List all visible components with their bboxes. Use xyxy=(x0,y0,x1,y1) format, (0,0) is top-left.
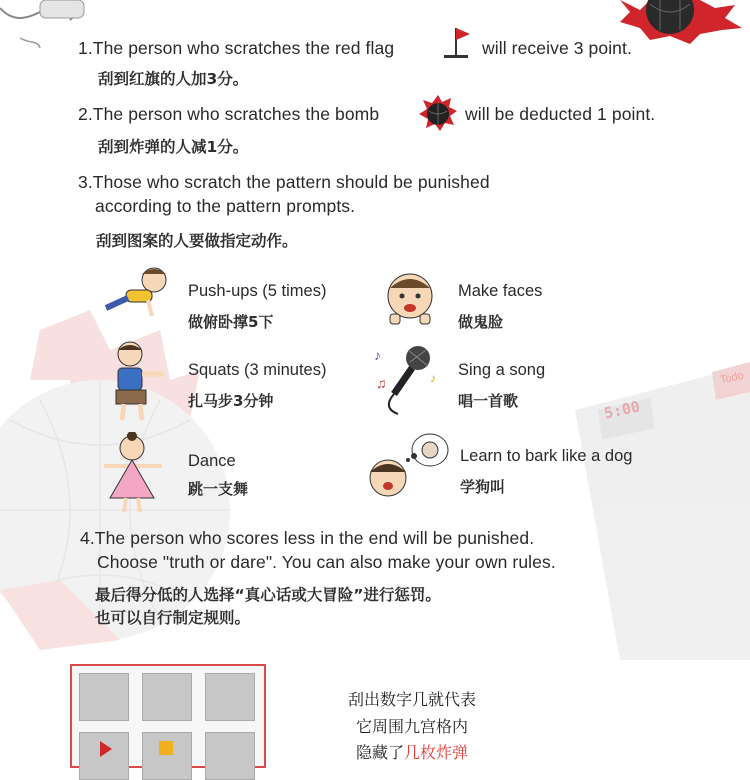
bottom-text-line-3b: 几枚炸弹 xyxy=(404,743,469,762)
rule-1-cn: 刮到红旗的人加3分。 xyxy=(98,70,249,88)
bottom-text-line-3a: 隐藏了 xyxy=(355,743,404,762)
bottom-text-line-3 xyxy=(302,740,522,763)
action-sing-en: Sing a song xyxy=(458,361,546,379)
squats-illustration xyxy=(108,340,168,424)
action-faces-en: Make faces xyxy=(458,282,543,300)
grid-tile xyxy=(79,732,129,780)
action-bark-en: Learn to bark like a dog xyxy=(460,447,633,465)
top-left-doodle xyxy=(0,0,84,48)
rule-4-text-1: 4.The person who scores less in the end will be punished. xyxy=(80,528,535,548)
bottom-text-line-1: 刮出数字几就代表 xyxy=(347,690,476,709)
rule-2-text-b: will be deducted 1 point. xyxy=(465,104,656,124)
bottom-text-line-2: 它周围九宫格内 xyxy=(355,717,468,736)
rule-4-cn-2: 也可以自行制定规则。 xyxy=(95,609,251,627)
dance-illustration xyxy=(96,432,170,516)
rule-1-text-b: will receive 3 point. xyxy=(482,38,632,58)
top-right-bomb-burst-icon xyxy=(620,0,742,44)
grid-tile xyxy=(79,673,129,721)
rule-2-cn: 刮到炸弹的人减1分。 xyxy=(98,138,249,156)
grid-tile xyxy=(142,732,192,780)
rule-3-text-2: according to the pattern prompts. xyxy=(95,196,356,216)
rule-3-cn: 刮到图案的人要做指定动作。 xyxy=(96,232,298,250)
rule-4-cn-1: 最后得分低的人选择“真心话或大冒险”进行惩罚。 xyxy=(95,586,441,604)
number-tile-icon xyxy=(143,733,191,763)
action-squats-en: Squats (3 minutes) xyxy=(188,361,327,379)
board-label-text: Todo xyxy=(719,369,745,387)
red-flag-icon xyxy=(440,22,472,60)
grid-tile xyxy=(205,732,255,780)
rule-4-text-2: Choose "truth or dare". You can also make your own rules. xyxy=(97,552,556,572)
action-pushups-en: Push-ups (5 times) xyxy=(188,282,327,300)
rule-1-text-a: 1.The person who scratches the red flag xyxy=(78,38,395,58)
rule-3-text-1: 3.Those who scratch the pattern should be punished xyxy=(78,172,490,192)
svg-text:♪: ♪ xyxy=(430,371,436,385)
sing-a-song-illustration xyxy=(372,342,444,418)
action-bark-cn: 学狗叫 xyxy=(460,478,506,496)
rule-2-text-a: 2.The person who scratches the bomb xyxy=(78,104,380,124)
svg-text:♪: ♪ xyxy=(374,347,381,363)
example-grid xyxy=(70,664,266,768)
action-dance-cn: 跳一支舞 xyxy=(188,480,249,498)
bomb-icon xyxy=(418,94,458,132)
background-game-board xyxy=(575,362,750,660)
grid-tile xyxy=(205,673,255,721)
grid-tile xyxy=(142,673,192,721)
svg-text:♫: ♫ xyxy=(376,375,387,391)
action-sing-cn: 唱一首歌 xyxy=(458,392,519,410)
bark-like-dog-illustration xyxy=(364,428,452,506)
red-arrow-icon xyxy=(80,733,128,763)
action-squats-cn: 扎马步3分钟 xyxy=(188,392,274,410)
board-timer-text: 5:00 xyxy=(602,397,642,423)
action-dance-en: Dance xyxy=(188,452,236,470)
action-faces-cn: 做鬼脸 xyxy=(458,313,504,331)
push-ups-illustration xyxy=(96,262,176,322)
action-pushups-cn: 做俯卧撑5下 xyxy=(188,313,274,331)
make-faces-illustration xyxy=(382,270,438,328)
